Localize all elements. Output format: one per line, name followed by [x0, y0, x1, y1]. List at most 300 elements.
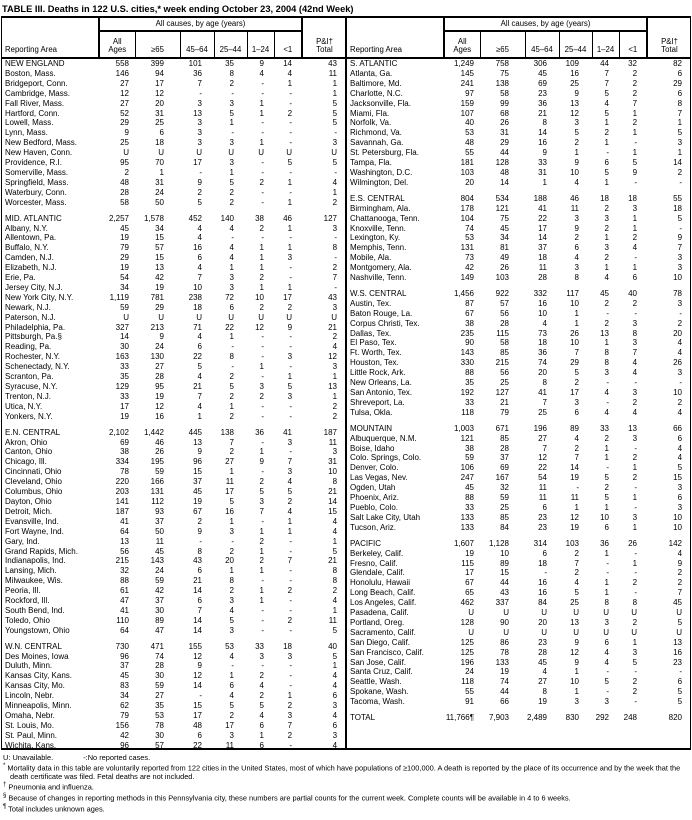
value-cell: 65 — [465, 588, 474, 598]
value-cell: - — [334, 282, 338, 292]
value-cell: 1 — [604, 548, 609, 558]
value-cell: 4 — [332, 681, 338, 691]
value-cell: 6 — [632, 273, 638, 283]
value-cell: 3 — [332, 362, 338, 372]
value-cell: 37 — [155, 596, 164, 606]
city-row — [2, 253, 346, 263]
value-cell: 17 — [225, 487, 234, 497]
value-cell: 127 — [495, 388, 509, 397]
value-cell: 83 — [120, 681, 129, 691]
city-row — [2, 342, 346, 352]
value-cell: 5 — [197, 197, 202, 207]
value-cell: 730 — [115, 641, 129, 651]
value-cell: 1 — [229, 467, 234, 477]
value-cell: 11,766¶ — [445, 713, 474, 723]
value-cell: 6 — [332, 720, 338, 730]
value-cell: 3 — [287, 711, 293, 720]
span-header-row — [2, 18, 346, 31]
value-cell: 23 — [538, 88, 547, 98]
value-cell: 48 — [500, 167, 509, 177]
city-row — [2, 128, 346, 138]
value-cell: 45 — [673, 598, 683, 608]
value-cell: 35 — [155, 701, 164, 711]
value-cell: 23 — [538, 637, 547, 647]
value-cell: 33 — [465, 502, 474, 512]
area-cell: Bridgeport, Conn. — [5, 78, 68, 88]
value-cell: - — [261, 197, 264, 207]
area-cell: Salt Lake City, Utah — [350, 512, 421, 522]
city-row — [347, 329, 691, 339]
value-cell: 1 — [159, 167, 164, 177]
value-cell: 89 — [155, 615, 164, 625]
city-row — [347, 368, 691, 378]
column-header: 25–44 — [559, 31, 592, 58]
value-cell: 74 — [500, 677, 509, 687]
value-cell: 2 — [229, 546, 234, 556]
value-cell: 31 — [155, 108, 164, 118]
city-row — [347, 513, 691, 523]
value-cell: 25 — [570, 598, 579, 608]
value-cell: 18 — [283, 641, 293, 651]
city-row — [347, 559, 691, 569]
value-cell: 121 — [460, 433, 474, 443]
city-row — [2, 233, 346, 243]
value-cell: - — [289, 411, 293, 421]
footnote: † Pneumonia and influenza. — [3, 782, 94, 792]
value-cell: 14 — [538, 233, 547, 243]
value-cell: 248 — [623, 713, 638, 723]
area-cell: Ft. Worth, Tex. — [350, 348, 402, 358]
city-row — [2, 467, 346, 477]
value-cell: 27 — [538, 433, 547, 443]
value-cell: 118 — [461, 677, 474, 687]
value-cell: - — [261, 625, 264, 635]
value-cell: 7 — [197, 605, 202, 615]
value-cell: 149 — [460, 273, 474, 283]
value-cell: - — [289, 167, 293, 177]
value-cell: 159 — [460, 98, 474, 108]
value-cell: 1 — [632, 493, 638, 503]
value-cell: 314 — [533, 538, 547, 548]
value-cell: 133 — [495, 657, 509, 667]
area-cell: TOTAL — [350, 713, 376, 723]
table-title: TABLE III. Deaths in 122 U.S. cities,* week ending October 23, 2004 (42nd Week) — [2, 4, 354, 14]
value-cell: 2 — [259, 273, 264, 283]
value-cell: 54 — [120, 273, 129, 283]
value-cell: 2 — [632, 397, 638, 407]
area-cell: Kansas City, Mo. — [5, 681, 65, 691]
value-cell: 2 — [604, 433, 609, 443]
value-cell: 13 — [600, 328, 609, 338]
value-cell: 79 — [120, 243, 129, 253]
city-row — [2, 487, 346, 497]
value-cell: 4 — [259, 711, 264, 720]
value-cell: 142 — [668, 538, 683, 548]
value-cell: 332 — [533, 288, 547, 298]
value-cell: - — [634, 308, 638, 318]
value-cell: 128 — [460, 617, 474, 627]
value-cell: - — [289, 332, 293, 342]
value-cell: 1 — [229, 263, 234, 273]
value-cell: 6 — [542, 502, 547, 512]
value-cell: 10 — [500, 548, 509, 558]
value-cell: 10 — [673, 388, 683, 397]
value-cell: 27 — [155, 691, 164, 701]
value-cell: 3 — [574, 397, 579, 407]
value-cell: - — [231, 342, 234, 352]
city-row — [347, 109, 691, 119]
value-cell: 1 — [332, 187, 338, 197]
area-cell: Atlanta, Ga. — [350, 68, 393, 78]
value-cell: - — [289, 625, 293, 635]
value-cell: 19 — [155, 282, 164, 292]
value-cell: 3 — [677, 263, 683, 273]
area-cell: Corpus Christi, Tex. — [350, 318, 420, 328]
value-cell: 327 — [115, 322, 129, 332]
value-cell: 3 — [287, 352, 293, 362]
value-cell: 6 — [542, 548, 547, 558]
city-row — [2, 392, 346, 402]
value-cell: 44 — [500, 578, 509, 588]
value-cell: 1 — [229, 167, 234, 177]
value-cell: 127 — [323, 213, 338, 223]
value-cell: 21 — [538, 108, 547, 118]
value-cell: 27 — [120, 98, 129, 108]
city-row — [347, 444, 691, 454]
value-cell: 18 — [628, 193, 638, 203]
value-cell: 16 — [673, 647, 683, 657]
value-cell: 45 — [538, 657, 547, 667]
value-cell: 42 — [120, 730, 129, 740]
value-cell: 53 — [465, 128, 474, 138]
area-cell: Seattle, Wash. — [350, 677, 402, 687]
value-cell: - — [606, 397, 609, 407]
value-cell: 12 — [328, 352, 338, 362]
value-cell: 8 — [542, 378, 547, 388]
value-cell: 59 — [500, 493, 509, 503]
value-cell: 10 — [255, 292, 264, 302]
value-cell: 830 — [565, 713, 579, 723]
city-row — [347, 348, 691, 358]
area-cell: Dayton, Ohio — [5, 496, 52, 506]
column-header: 45–64 — [525, 31, 559, 58]
value-cell: 2 — [287, 496, 293, 506]
value-cell: 59 — [155, 681, 164, 691]
value-cell: 3 — [229, 596, 234, 606]
value-cell: 94 — [155, 68, 164, 78]
city-row — [2, 382, 346, 392]
value-cell: 18 — [538, 338, 547, 348]
value-cell: 37 — [120, 661, 129, 671]
value-cell: 3 — [677, 502, 683, 512]
area-cell: Richmond, Va. — [350, 128, 402, 138]
area-cell: Springfield, Mass. — [5, 177, 69, 187]
value-cell: - — [289, 661, 293, 671]
value-cell: 88 — [465, 493, 474, 503]
area-cell: Allentown, Pa. — [5, 233, 57, 243]
value-cell: 166 — [150, 477, 164, 487]
value-cell: 41 — [538, 388, 547, 397]
value-cell: 23 — [538, 512, 547, 522]
value-cell: 18 — [538, 558, 547, 568]
value-cell: 27 — [225, 457, 234, 467]
value-cell: - — [289, 342, 293, 352]
value-cell: 16 — [538, 138, 547, 148]
value-cell: 215 — [495, 358, 509, 368]
value-cell: 2 — [632, 88, 638, 98]
value-cell: 34 — [500, 233, 509, 243]
value-cell: U — [258, 312, 264, 322]
value-cell: 195 — [150, 457, 164, 467]
area-cell: Duluth, Minn. — [5, 661, 53, 671]
value-cell: 2 — [632, 453, 638, 463]
value-cell: 3 — [259, 496, 264, 506]
value-cell: 115 — [461, 558, 474, 568]
value-cell: - — [634, 177, 638, 187]
area-cell: Colo. Springs, Colo. — [350, 453, 422, 463]
value-cell: 2 — [287, 730, 293, 740]
value-cell: 9 — [197, 661, 202, 671]
value-cell: 35 — [120, 372, 129, 382]
value-cell: 1 — [632, 148, 638, 158]
section-row — [2, 58, 346, 69]
value-cell: 37 — [193, 477, 202, 487]
area-cell: Ogden, Utah — [350, 483, 396, 493]
area-cell: Honolulu, Hawaii — [350, 578, 411, 588]
value-cell: - — [289, 447, 293, 457]
value-cell: 3 — [259, 382, 264, 391]
value-cell: 1 — [287, 223, 293, 233]
value-cell: 103 — [460, 167, 474, 177]
value-cell: 10 — [570, 298, 579, 308]
value-cell: 5 — [574, 588, 579, 598]
value-cell: 5 — [229, 496, 234, 506]
value-cell: 21 — [328, 487, 338, 497]
value-cell: 2 — [677, 167, 683, 177]
area-cell: Sacramento, Calif. — [350, 627, 416, 637]
value-cell: - — [544, 568, 547, 578]
value-cell: 3 — [229, 138, 234, 148]
value-cell: 24 — [155, 187, 164, 197]
city-row — [347, 618, 691, 628]
value-cell: 4 — [332, 516, 338, 526]
value-cell: 38 — [465, 443, 474, 453]
value-cell: 3 — [574, 213, 579, 223]
value-cell: 4 — [332, 740, 338, 750]
value-cell: 26 — [500, 118, 509, 128]
value-cell: 4 — [229, 223, 234, 233]
value-cell: 13 — [570, 617, 579, 627]
age-span-header: All causes, by age (years) — [444, 18, 647, 31]
value-cell: 36 — [600, 538, 609, 548]
value-cell: 2,489 — [526, 713, 547, 723]
value-cell: 13 — [570, 98, 579, 108]
area-cell: Philadelphia, Pa. — [5, 322, 66, 332]
value-cell: 3 — [287, 437, 293, 447]
value-cell: 15 — [155, 253, 164, 263]
value-cell: 85 — [500, 512, 509, 522]
value-cell: 5 — [574, 128, 579, 138]
value-cell: 87 — [465, 298, 474, 308]
value-cell: - — [289, 118, 293, 128]
value-cell: 78 — [500, 647, 509, 657]
value-cell: 8 — [229, 68, 234, 78]
column-header: All Ages — [444, 31, 480, 58]
value-cell: 1 — [574, 308, 579, 318]
column-header: Reporting Area — [2, 31, 99, 58]
city-row — [2, 457, 346, 467]
value-cell: 19 — [120, 411, 129, 421]
value-cell: 1 — [259, 596, 264, 606]
value-cell: - — [261, 332, 264, 342]
value-cell: 7 — [604, 68, 609, 78]
city-row — [2, 293, 346, 303]
value-cell: 3 — [604, 213, 609, 223]
value-cell: - — [231, 88, 234, 98]
value-cell: 1 — [229, 118, 234, 128]
area-cell: St. Paul, Minn. — [5, 730, 58, 740]
value-cell: - — [634, 697, 638, 707]
value-cell: 140 — [220, 213, 234, 223]
value-cell: 19 — [570, 522, 579, 532]
value-cell: - — [261, 187, 264, 197]
table-header — [347, 18, 691, 58]
column-header: 25–44 — [214, 31, 247, 58]
value-cell: 12 — [155, 401, 164, 411]
value-cell: - — [261, 88, 264, 98]
city-row — [347, 493, 691, 503]
value-cell: 5 — [197, 362, 202, 372]
value-cell: 67 — [465, 308, 474, 318]
area-cell: PACIFIC — [350, 538, 381, 548]
city-row — [347, 243, 691, 253]
value-cell: 22 — [193, 352, 202, 362]
area-cell: Erie, Pa. — [5, 273, 36, 283]
value-cell: 86 — [500, 637, 509, 647]
city-row — [2, 372, 346, 382]
city-row — [347, 453, 691, 463]
value-cell: 46 — [283, 213, 293, 223]
value-cell: 43 — [328, 292, 338, 302]
value-cell: 3 — [287, 467, 293, 477]
value-cell: 81 — [500, 243, 509, 253]
value-cell: 4 — [332, 671, 338, 681]
city-row — [347, 89, 691, 99]
value-cell: 2 — [124, 167, 129, 177]
value-cell: - — [261, 401, 264, 411]
value-cell: 19 — [538, 697, 547, 707]
value-cell: 558 — [115, 59, 129, 68]
value-cell: 2 — [229, 372, 234, 382]
deaths-table-grid — [2, 18, 346, 751]
value-cell: 66 — [500, 697, 509, 707]
city-row — [2, 323, 346, 333]
value-cell: 103 — [565, 538, 579, 548]
value-cell: 96 — [120, 740, 129, 750]
value-cell: - — [634, 443, 638, 453]
value-cell: 5 — [677, 213, 683, 223]
table-right-half — [346, 18, 690, 748]
value-cell: 2,102 — [108, 427, 129, 437]
value-cell: 20 — [225, 556, 234, 566]
area-cell: Camden, N.J. — [5, 253, 54, 263]
value-cell: 187 — [115, 506, 129, 516]
value-cell: 28 — [155, 661, 164, 671]
value-cell: 1 — [229, 671, 234, 681]
value-cell: 131 — [150, 487, 164, 497]
value-cell: 35 — [225, 59, 234, 68]
value-cell: 8 — [229, 352, 234, 362]
value-cell: 241 — [460, 78, 474, 88]
value-cell: 8 — [332, 576, 338, 586]
value-cell: - — [261, 158, 264, 168]
city-row — [347, 319, 691, 329]
value-cell: - — [289, 138, 293, 148]
value-cell: 4 — [197, 263, 202, 273]
value-cell: - — [261, 576, 264, 586]
value-cell: 1 — [259, 98, 264, 108]
area-cell: Montgomery, Ala. — [350, 263, 412, 273]
value-cell: 9 — [197, 177, 202, 187]
value-cell: 4 — [542, 667, 547, 677]
city-row — [2, 148, 346, 158]
value-cell: 3 — [604, 243, 609, 253]
value-cell: 3 — [574, 118, 579, 128]
value-cell: 57 — [155, 740, 164, 750]
city-row — [347, 309, 691, 319]
area-cell: Kansas City, Kans. — [5, 671, 72, 681]
value-cell: - — [606, 568, 609, 578]
value-cell: 57 — [155, 243, 164, 253]
area-cell: Syracuse, N.Y. — [5, 382, 58, 391]
value-cell: 90 — [465, 338, 474, 348]
city-row — [347, 483, 691, 493]
value-cell: 215 — [115, 556, 129, 566]
value-cell: 5 — [259, 487, 264, 497]
city-row — [347, 233, 691, 243]
city-row — [2, 576, 346, 586]
value-cell: 5 — [604, 493, 609, 503]
value-cell: 16 — [225, 506, 234, 516]
value-cell: 43 — [328, 59, 338, 68]
value-cell: 2 — [229, 197, 234, 207]
value-cell: 3 — [632, 338, 638, 348]
value-cell: 8 — [332, 243, 338, 253]
value-cell: - — [199, 536, 202, 546]
value-cell: - — [289, 740, 293, 750]
value-cell: 2 — [259, 477, 264, 487]
value-cell: U — [676, 627, 683, 637]
value-cell: 21 — [500, 397, 509, 407]
value-cell: 32 — [120, 566, 129, 576]
value-cell: 4 — [197, 332, 202, 342]
value-cell: 2 — [259, 177, 264, 187]
value-cell: 471 — [150, 641, 164, 651]
value-cell: 85 — [500, 433, 509, 443]
value-cell: 1 — [632, 522, 638, 532]
value-cell: 44 — [600, 59, 609, 68]
area-cell: Fresno, Calif. — [350, 558, 398, 568]
value-cell: - — [289, 98, 293, 108]
value-cell: 33 — [600, 423, 609, 433]
area-header-spacer — [2, 18, 99, 31]
value-cell: U — [228, 148, 234, 158]
value-cell: 9 — [197, 447, 202, 457]
city-row — [2, 681, 346, 691]
value-cell: 106 — [460, 463, 474, 473]
area-cell: St. Louis, Mo. — [5, 720, 54, 730]
value-cell: 41 — [283, 427, 293, 437]
